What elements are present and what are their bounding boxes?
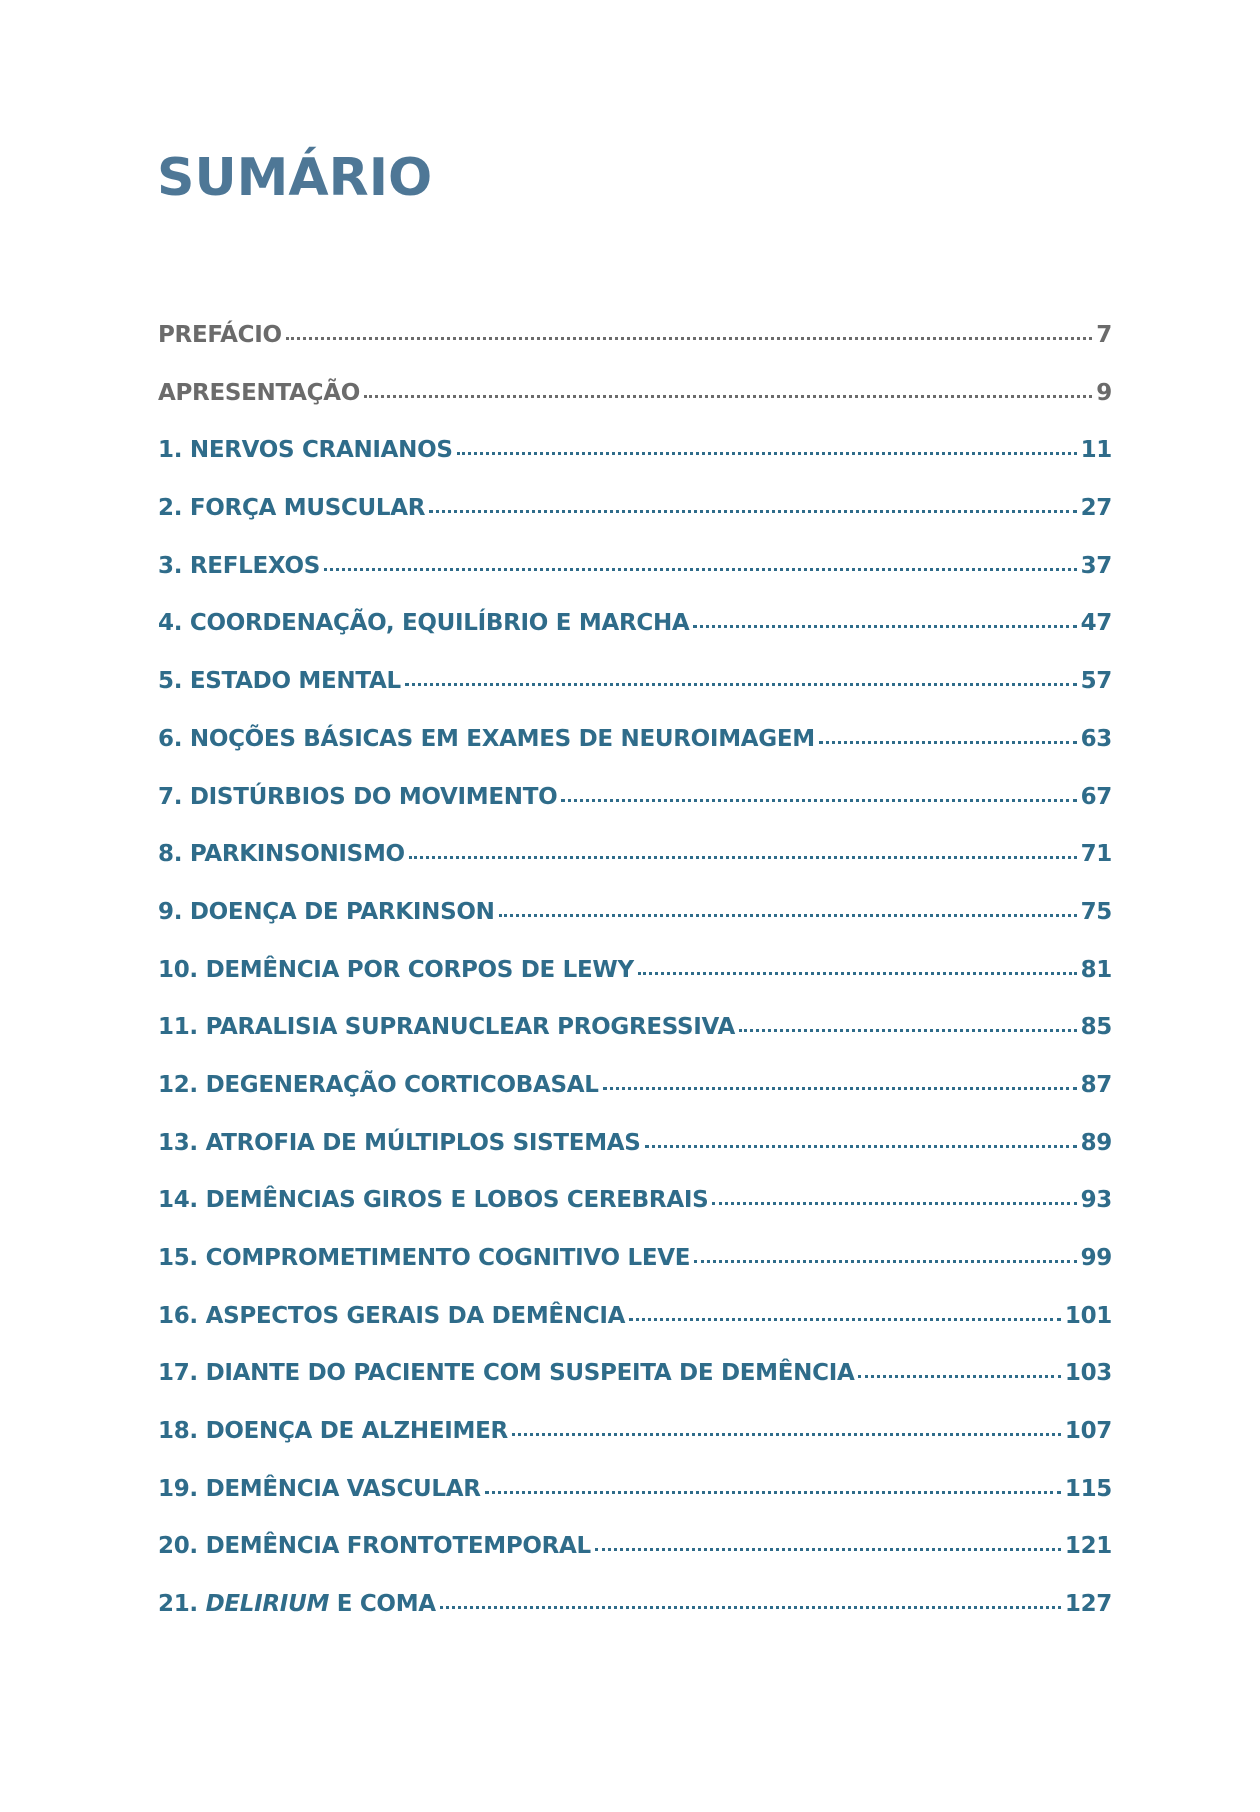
toc-entry-page: 99 bbox=[1080, 1245, 1112, 1271]
toc-entry-page: 75 bbox=[1080, 898, 1112, 925]
dot-leader bbox=[712, 1201, 1076, 1205]
chapter-number: 9. bbox=[158, 898, 183, 925]
toc-entry-page: 121 bbox=[1064, 1533, 1112, 1560]
toc-entry-page: 85 bbox=[1080, 1014, 1112, 1041]
dot-leader bbox=[364, 394, 1092, 398]
toc-entry-label: DEMÊNCIAS GIROS E LOBOS CEREBRAIS bbox=[205, 1187, 709, 1214]
chapter-number: 10. bbox=[158, 956, 198, 983]
chapter-number: 14. bbox=[158, 1187, 198, 1214]
toc-entry-page: 7 bbox=[1096, 322, 1112, 348]
toc-entry-label: COORDENAÇÃO, EQUILÍBRIO E MARCHA bbox=[189, 610, 690, 637]
dot-leader bbox=[512, 1432, 1061, 1436]
dot-leader bbox=[457, 451, 1077, 455]
dot-leader bbox=[429, 509, 1076, 513]
chapter-number: 20. bbox=[158, 1533, 198, 1560]
chapter-number: 11. bbox=[158, 1014, 198, 1041]
toc-entry-chapter-16[interactable] bbox=[158, 1303, 1112, 1361]
toc-entry-page: 71 bbox=[1080, 841, 1112, 868]
toc-entry-page: 37 bbox=[1080, 552, 1112, 579]
toc-entry-label: DEMÊNCIA POR CORPOS DE LEWY bbox=[205, 956, 634, 983]
chapter-number: 8. bbox=[158, 841, 183, 868]
chapter-number: 4. bbox=[158, 610, 183, 637]
toc-entry-label: ATROFIA DE MÚLTIPLOS SISTEMAS bbox=[205, 1129, 641, 1156]
toc-entry-chapter-6[interactable] bbox=[158, 726, 1112, 784]
dot-leader bbox=[645, 1144, 1077, 1148]
chapter-number: 16. bbox=[158, 1302, 198, 1329]
toc-entry-label: APRESENTAÇÃO bbox=[158, 379, 360, 406]
toc-entry-page: 9 bbox=[1096, 379, 1112, 406]
toc-entry-chapter-10[interactable] bbox=[158, 957, 1112, 1015]
dot-leader bbox=[561, 798, 1076, 802]
toc-entry-chapter-21[interactable] bbox=[158, 1591, 1112, 1649]
chapter-number: 6. bbox=[158, 725, 183, 752]
page-title: SUMÁRIO bbox=[157, 148, 433, 208]
dot-leader bbox=[324, 567, 1077, 571]
toc-entry-chapter-3[interactable] bbox=[158, 553, 1112, 611]
toc-entry-label-italic: DELIRIUM bbox=[205, 1591, 330, 1618]
toc-entry-page: 11 bbox=[1080, 437, 1112, 464]
chapter-number: 13. bbox=[158, 1129, 198, 1156]
toc-entry-page: 115 bbox=[1064, 1475, 1112, 1502]
chapter-number: 12. bbox=[158, 1071, 198, 1098]
toc-entry-label: ESTADO MENTAL bbox=[189, 668, 401, 695]
chapter-number: 5. bbox=[158, 668, 183, 695]
dot-leader bbox=[819, 740, 1077, 744]
toc-entry-chapter-12[interactable] bbox=[158, 1072, 1112, 1130]
chapter-number: 17. bbox=[158, 1360, 198, 1387]
toc-entry-label: DISTÚRBIOS DO MOVIMENTO bbox=[189, 783, 558, 810]
toc-entry-label: DOENÇA DE PARKINSON bbox=[189, 898, 495, 925]
dot-leader bbox=[409, 855, 1077, 859]
chapter-number: 19. bbox=[158, 1475, 198, 1502]
toc-entry-page: 81 bbox=[1080, 956, 1112, 983]
toc-entry-label: REFLEXOS bbox=[189, 552, 321, 579]
toc-entry-page: 101 bbox=[1064, 1302, 1112, 1329]
toc-entry-label: E COMA bbox=[329, 1591, 436, 1618]
toc-entry-page: 87 bbox=[1080, 1071, 1112, 1098]
toc-entry-page: 107 bbox=[1064, 1418, 1112, 1445]
toc-entry-page: 93 bbox=[1080, 1187, 1112, 1214]
dot-leader bbox=[499, 913, 1077, 917]
chapter-number: 1. bbox=[158, 437, 183, 464]
toc-entry-label: DIANTE DO PACIENTE COM SUSPEITA DE DEMÊNCIA bbox=[205, 1360, 855, 1387]
toc-entry-label: COMPROMETIMENTO COGNITIVO LEVE bbox=[205, 1245, 691, 1271]
toc-entry-chapter-1[interactable] bbox=[158, 437, 1112, 495]
chapter-number: 3. bbox=[158, 552, 183, 579]
toc-entry-label: DEMÊNCIA VASCULAR bbox=[205, 1475, 481, 1502]
toc-entry-apresentacao[interactable] bbox=[158, 380, 1112, 438]
dot-leader bbox=[440, 1605, 1061, 1609]
dot-leader bbox=[694, 1259, 1076, 1263]
toc-entry-label: ASPECTOS GERAIS DA DEMÊNCIA bbox=[205, 1302, 626, 1329]
dot-leader bbox=[638, 971, 1077, 975]
toc-entry-chapter-9[interactable] bbox=[158, 899, 1112, 957]
dot-leader bbox=[595, 1547, 1061, 1551]
toc-entry-page: 63 bbox=[1080, 725, 1112, 752]
toc-entry-label: NOÇÕES BÁSICAS EM EXAMES DE NEUROIMAGEM bbox=[189, 725, 815, 752]
toc-entry-page: 57 bbox=[1080, 668, 1112, 695]
toc-entry-page: 89 bbox=[1080, 1129, 1112, 1156]
toc-entry-prefacio[interactable] bbox=[158, 322, 1112, 380]
toc-entry-label: FORÇA MUSCULAR bbox=[189, 495, 426, 522]
chapter-number: 21. bbox=[158, 1591, 198, 1618]
chapter-number: 2. bbox=[158, 495, 183, 522]
dot-leader bbox=[405, 682, 1077, 686]
toc-entry-label: PREFÁCIO bbox=[158, 322, 282, 348]
dot-leader bbox=[485, 1490, 1061, 1494]
toc-entry-page: 27 bbox=[1080, 495, 1112, 522]
toc-entry-page: 127 bbox=[1064, 1591, 1112, 1618]
toc-entry-chapter-5[interactable] bbox=[158, 668, 1112, 726]
dot-leader bbox=[739, 1028, 1077, 1032]
dot-leader bbox=[858, 1374, 1060, 1378]
toc-entry-chapter-19[interactable] bbox=[158, 1476, 1112, 1534]
toc-entry-chapter-18[interactable] bbox=[158, 1418, 1112, 1476]
dot-leader bbox=[629, 1317, 1061, 1321]
chapter-number: 15. bbox=[158, 1245, 198, 1271]
chapter-number: 18. bbox=[158, 1418, 198, 1445]
toc-entry-label: DOENÇA DE ALZHEIMER bbox=[205, 1418, 508, 1445]
toc-entry-chapter-17[interactable] bbox=[158, 1360, 1112, 1418]
toc-entry-chapter-14[interactable] bbox=[158, 1187, 1112, 1245]
dot-leader bbox=[693, 624, 1076, 628]
toc-entry-chapter-11[interactable] bbox=[158, 1014, 1112, 1072]
dot-leader bbox=[603, 1086, 1077, 1090]
toc-entry-page: 67 bbox=[1080, 783, 1112, 810]
chapter-number: 7. bbox=[158, 783, 183, 810]
toc-entry-chapter-7[interactable] bbox=[158, 784, 1112, 842]
dot-leader bbox=[286, 336, 1093, 340]
toc-entry-chapter-8[interactable] bbox=[158, 841, 1112, 899]
toc-entry-label: DEMÊNCIA FRONTOTEMPORAL bbox=[205, 1533, 591, 1560]
toc-entry-page: 47 bbox=[1080, 610, 1112, 637]
toc-entry-page: 103 bbox=[1064, 1360, 1112, 1387]
toc-entry-chapter-13[interactable] bbox=[158, 1130, 1112, 1188]
table-of-contents bbox=[158, 322, 1112, 1649]
toc-entry-label: NERVOS CRANIANOS bbox=[189, 437, 453, 464]
toc-entry-label: PARKINSONISMO bbox=[189, 841, 405, 868]
toc-entry-label: PARALISIA SUPRANUCLEAR PROGRESSIVA bbox=[205, 1014, 735, 1041]
toc-entry-chapter-15[interactable] bbox=[158, 1245, 1112, 1303]
toc-entry-label: DEGENERAÇÃO CORTICOBASAL bbox=[205, 1071, 599, 1098]
toc-entry-chapter-2[interactable] bbox=[158, 495, 1112, 553]
toc-entry-chapter-20[interactable] bbox=[158, 1533, 1112, 1591]
toc-entry-chapter-4[interactable] bbox=[158, 610, 1112, 668]
